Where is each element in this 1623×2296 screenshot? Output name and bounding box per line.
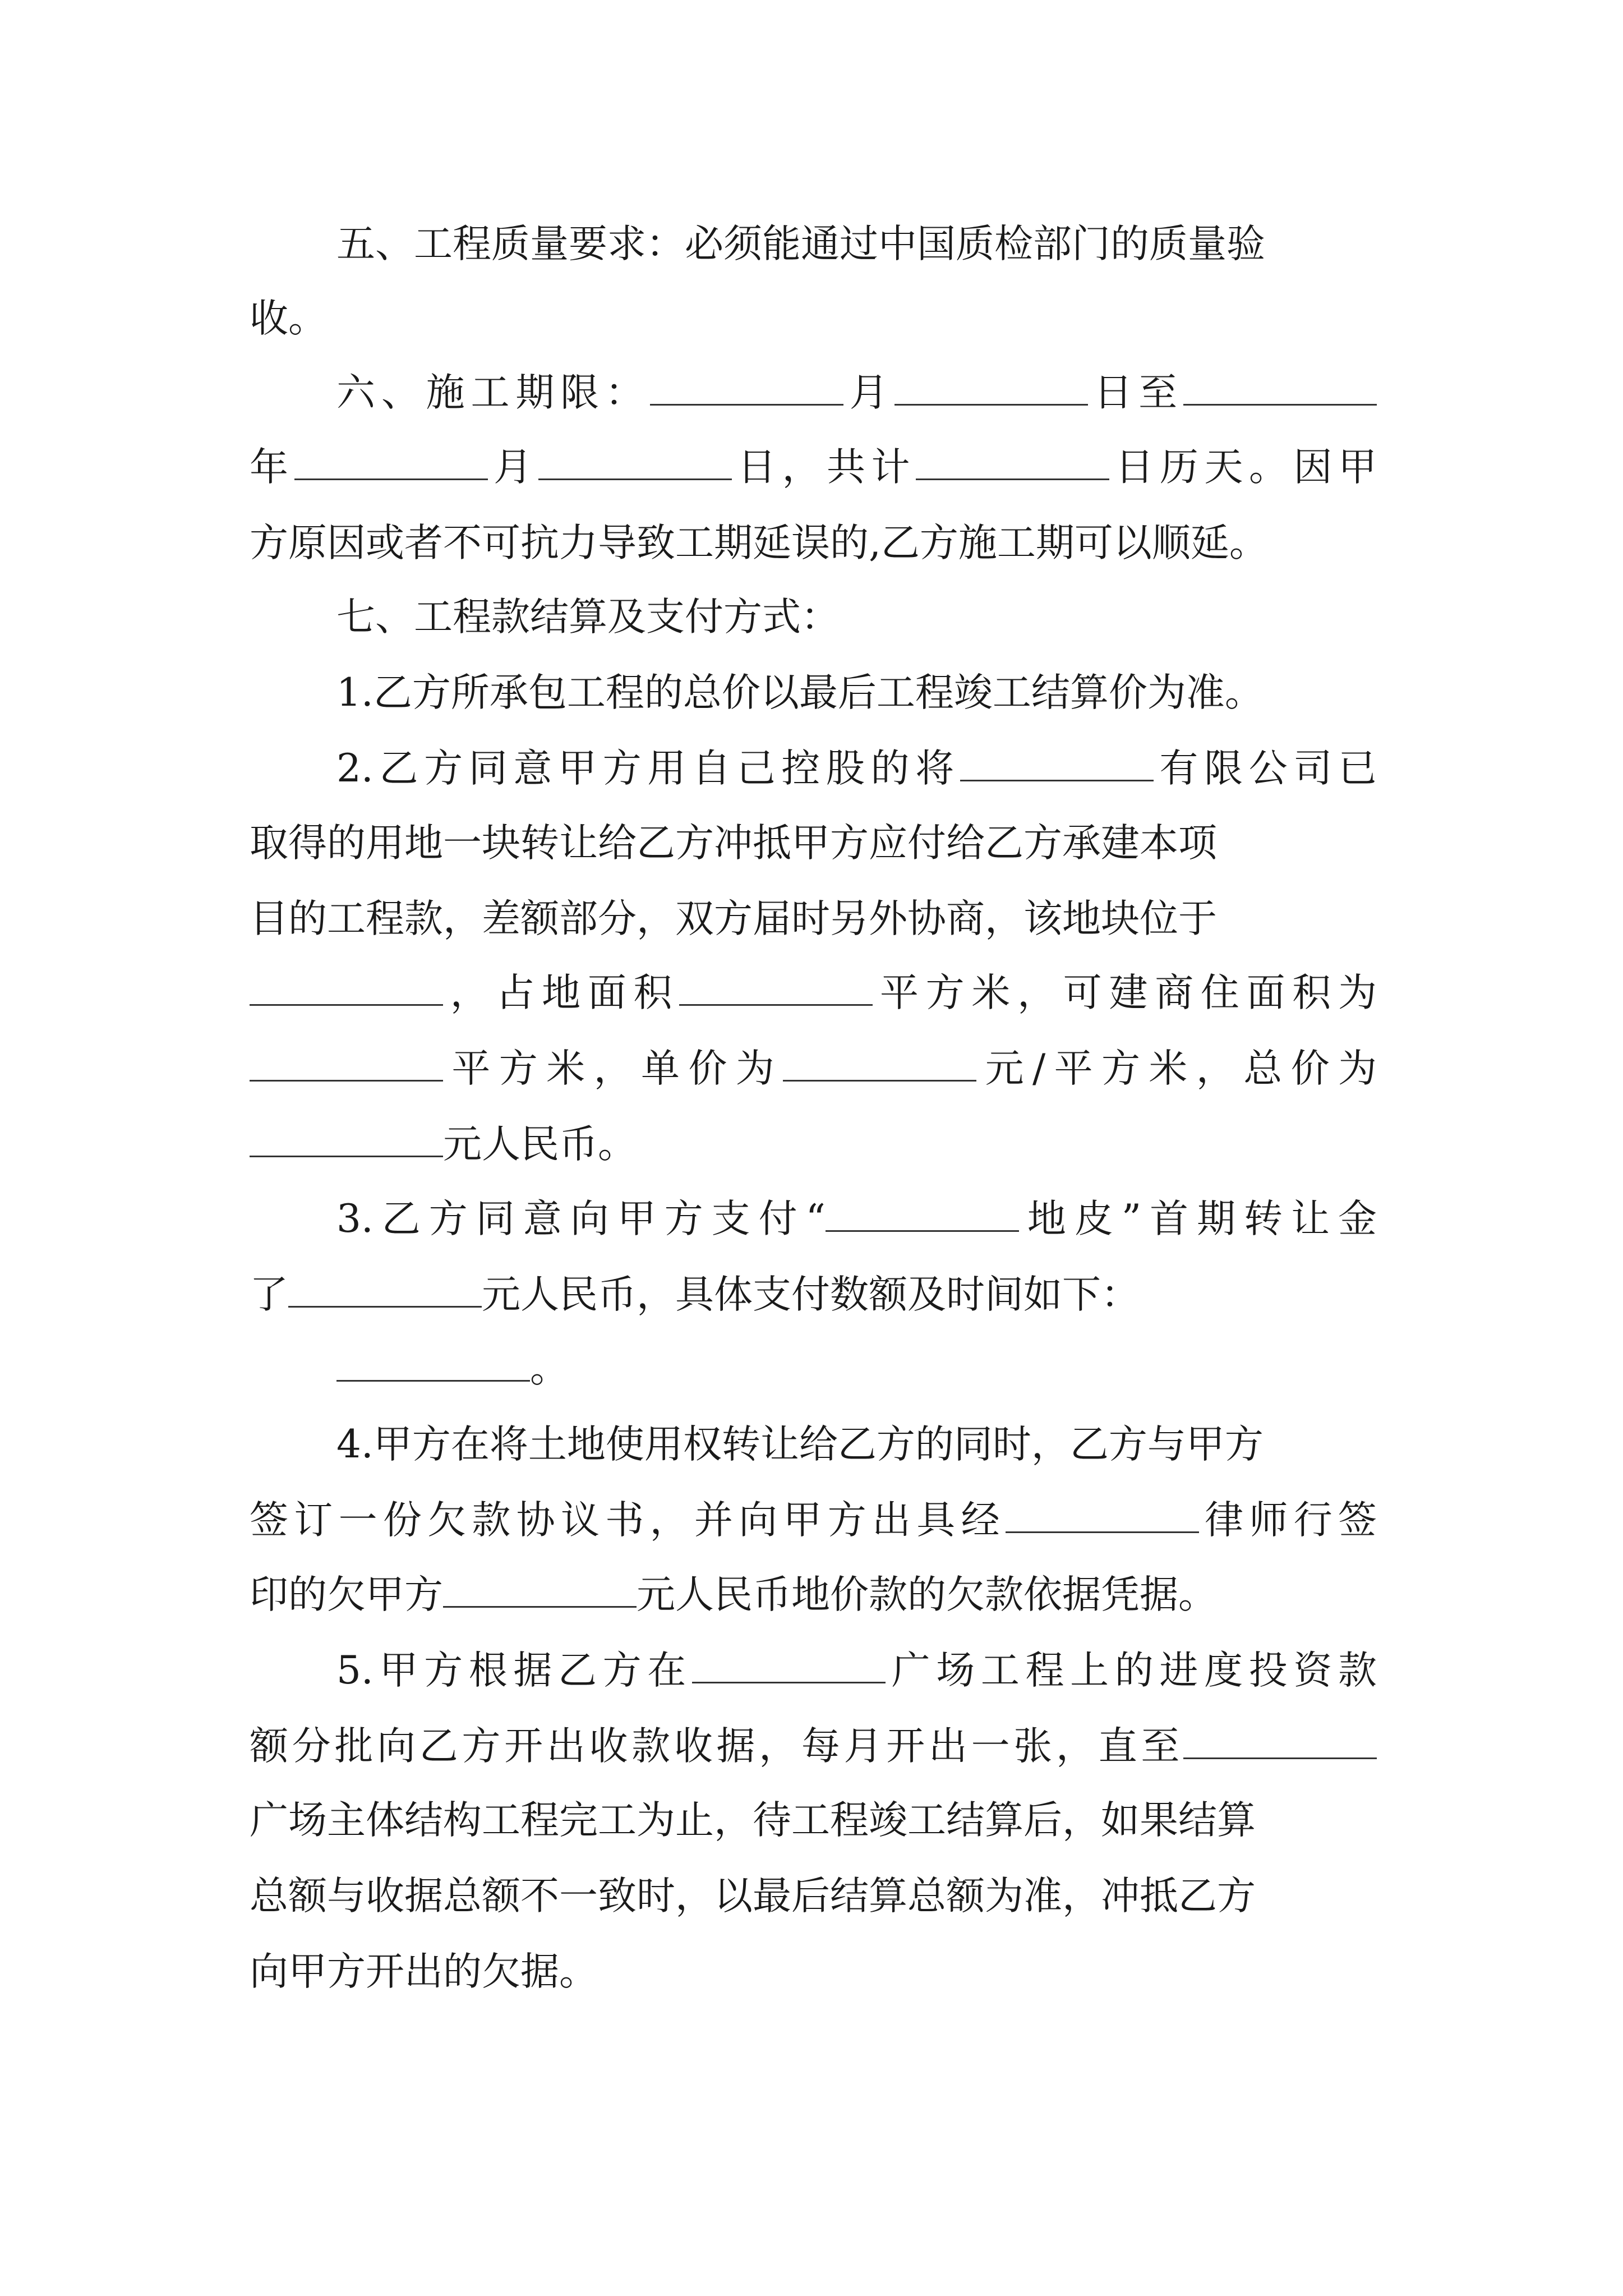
item-2-line-6 — [250, 1114, 1377, 1175]
item-4-line-3 — [250, 1564, 1377, 1626]
item-2-line-1 — [250, 738, 1377, 799]
blank-field — [692, 1648, 886, 1683]
blank-field — [1183, 1724, 1377, 1759]
item-4-line-1 — [250, 1414, 1377, 1475]
text: 5.甲方根据乙方在 — [336, 1648, 692, 1693]
text: 年 — [250, 445, 294, 490]
text: 平方米，单价为 — [443, 1046, 783, 1091]
text: 元/平方米，总价为 — [976, 1046, 1377, 1091]
blank-field — [250, 970, 443, 1006]
text: 向甲方开出的欠据。 — [250, 1949, 598, 1994]
text: 4.甲方在将土地使用权转让给乙方的同时，乙方与甲方 — [336, 1422, 1264, 1467]
section-6-line-2 — [250, 436, 1377, 498]
item-3-line-3 — [250, 1338, 1377, 1400]
blank-field — [1183, 370, 1377, 406]
item-2-line-3 — [250, 888, 1377, 950]
text: 日，共计 — [731, 445, 916, 490]
item-5-line-1 — [250, 1640, 1377, 1701]
item-5-line-5 — [250, 1941, 1377, 2003]
text: 额分批向乙方开出收款收据，每月开出一张，直至 — [250, 1724, 1183, 1769]
blank-field — [826, 1197, 1019, 1232]
item-2-line-4 — [250, 962, 1377, 1024]
blank-field — [916, 445, 1109, 480]
text: 签订一份欠款协议书，并向甲方出具经 — [250, 1498, 1006, 1543]
text: 月 — [487, 445, 538, 490]
text: 收。 — [250, 296, 327, 341]
text: ，占地面积 — [443, 970, 680, 1015]
blank-field — [538, 445, 732, 480]
blank-field — [650, 370, 843, 406]
text: 1.乙方所承包工程的总价以最后工程竣工结算价为准。 — [336, 670, 1264, 715]
section-6-line-1 — [250, 362, 1377, 424]
text: 七、工程款结算及支付方式： — [336, 595, 840, 639]
item-3-line-1 — [250, 1188, 1377, 1250]
blank-field — [443, 1572, 637, 1608]
text: 。 — [530, 1346, 569, 1391]
blank-field — [960, 746, 1154, 781]
text: 3.乙方同意向甲方支付“ — [336, 1197, 826, 1241]
text: 月 — [843, 370, 895, 415]
text: 五、工程质量要求：必须能通过中国质检部门的质量验 — [336, 222, 1265, 266]
blank-field — [783, 1046, 976, 1082]
item-5-line-4 — [250, 1865, 1377, 1927]
item-3-line-2 — [250, 1264, 1377, 1326]
section-6-line-3 — [250, 512, 1377, 574]
blank-field — [294, 445, 488, 480]
section-7-title — [250, 586, 1377, 648]
blank-field — [288, 1272, 482, 1308]
item-2-line-2 — [250, 812, 1377, 874]
blank-field — [1006, 1498, 1199, 1533]
text: 律师行签 — [1198, 1498, 1377, 1543]
item-5-line-3 — [250, 1789, 1377, 1851]
text: 取得的用地一块转让给乙方冲抵甲方应付给乙方承建本项 — [250, 821, 1217, 866]
section-5-line-2 — [250, 288, 1377, 349]
text: 元人民币。 — [443, 1122, 637, 1167]
text: 2.乙方同意甲方用自己控股的将 — [336, 746, 960, 791]
blank-field — [250, 1122, 443, 1157]
text: 目的工程款，差额部分，双方届时另外协商，该地块位于 — [250, 896, 1217, 941]
blank-field — [895, 370, 1088, 406]
text: 日至 — [1087, 370, 1184, 415]
item-5-line-2 — [250, 1715, 1377, 1777]
text: 六、施工期限： — [336, 370, 650, 415]
text: 地皮”首期转让金 — [1018, 1197, 1377, 1241]
blank-field — [679, 970, 873, 1006]
blank-field — [336, 1346, 530, 1382]
blank-field — [250, 1046, 443, 1082]
text: 有限公司已 — [1153, 746, 1377, 791]
text: 元人民币地价款的欠款依据凭据。 — [637, 1572, 1217, 1617]
text: 印的欠甲方 — [250, 1572, 443, 1617]
text: 平方米，可建商住面积为 — [873, 970, 1377, 1015]
text: 总额与收据总额不一致时，以最后结算总额为准，冲抵乙方 — [250, 1874, 1256, 1918]
item-4-line-2 — [250, 1489, 1377, 1551]
item-1 — [250, 662, 1377, 724]
text: 方原因或者不可抗力导致工期延误的,乙方施工期可以顺延。 — [250, 521, 1268, 565]
text: 了 — [250, 1272, 288, 1317]
text: 广场主体结构工程完工为止，待工程竣工结算后，如果结算 — [250, 1798, 1256, 1843]
item-2-line-5 — [250, 1038, 1377, 1099]
text: 日历天。因甲 — [1109, 445, 1377, 490]
section-5-line-1 — [250, 213, 1377, 275]
text: 元人民币，具体支付数额及时间如下： — [482, 1272, 1140, 1317]
text: 广场工程上的进度投资款 — [885, 1648, 1377, 1693]
